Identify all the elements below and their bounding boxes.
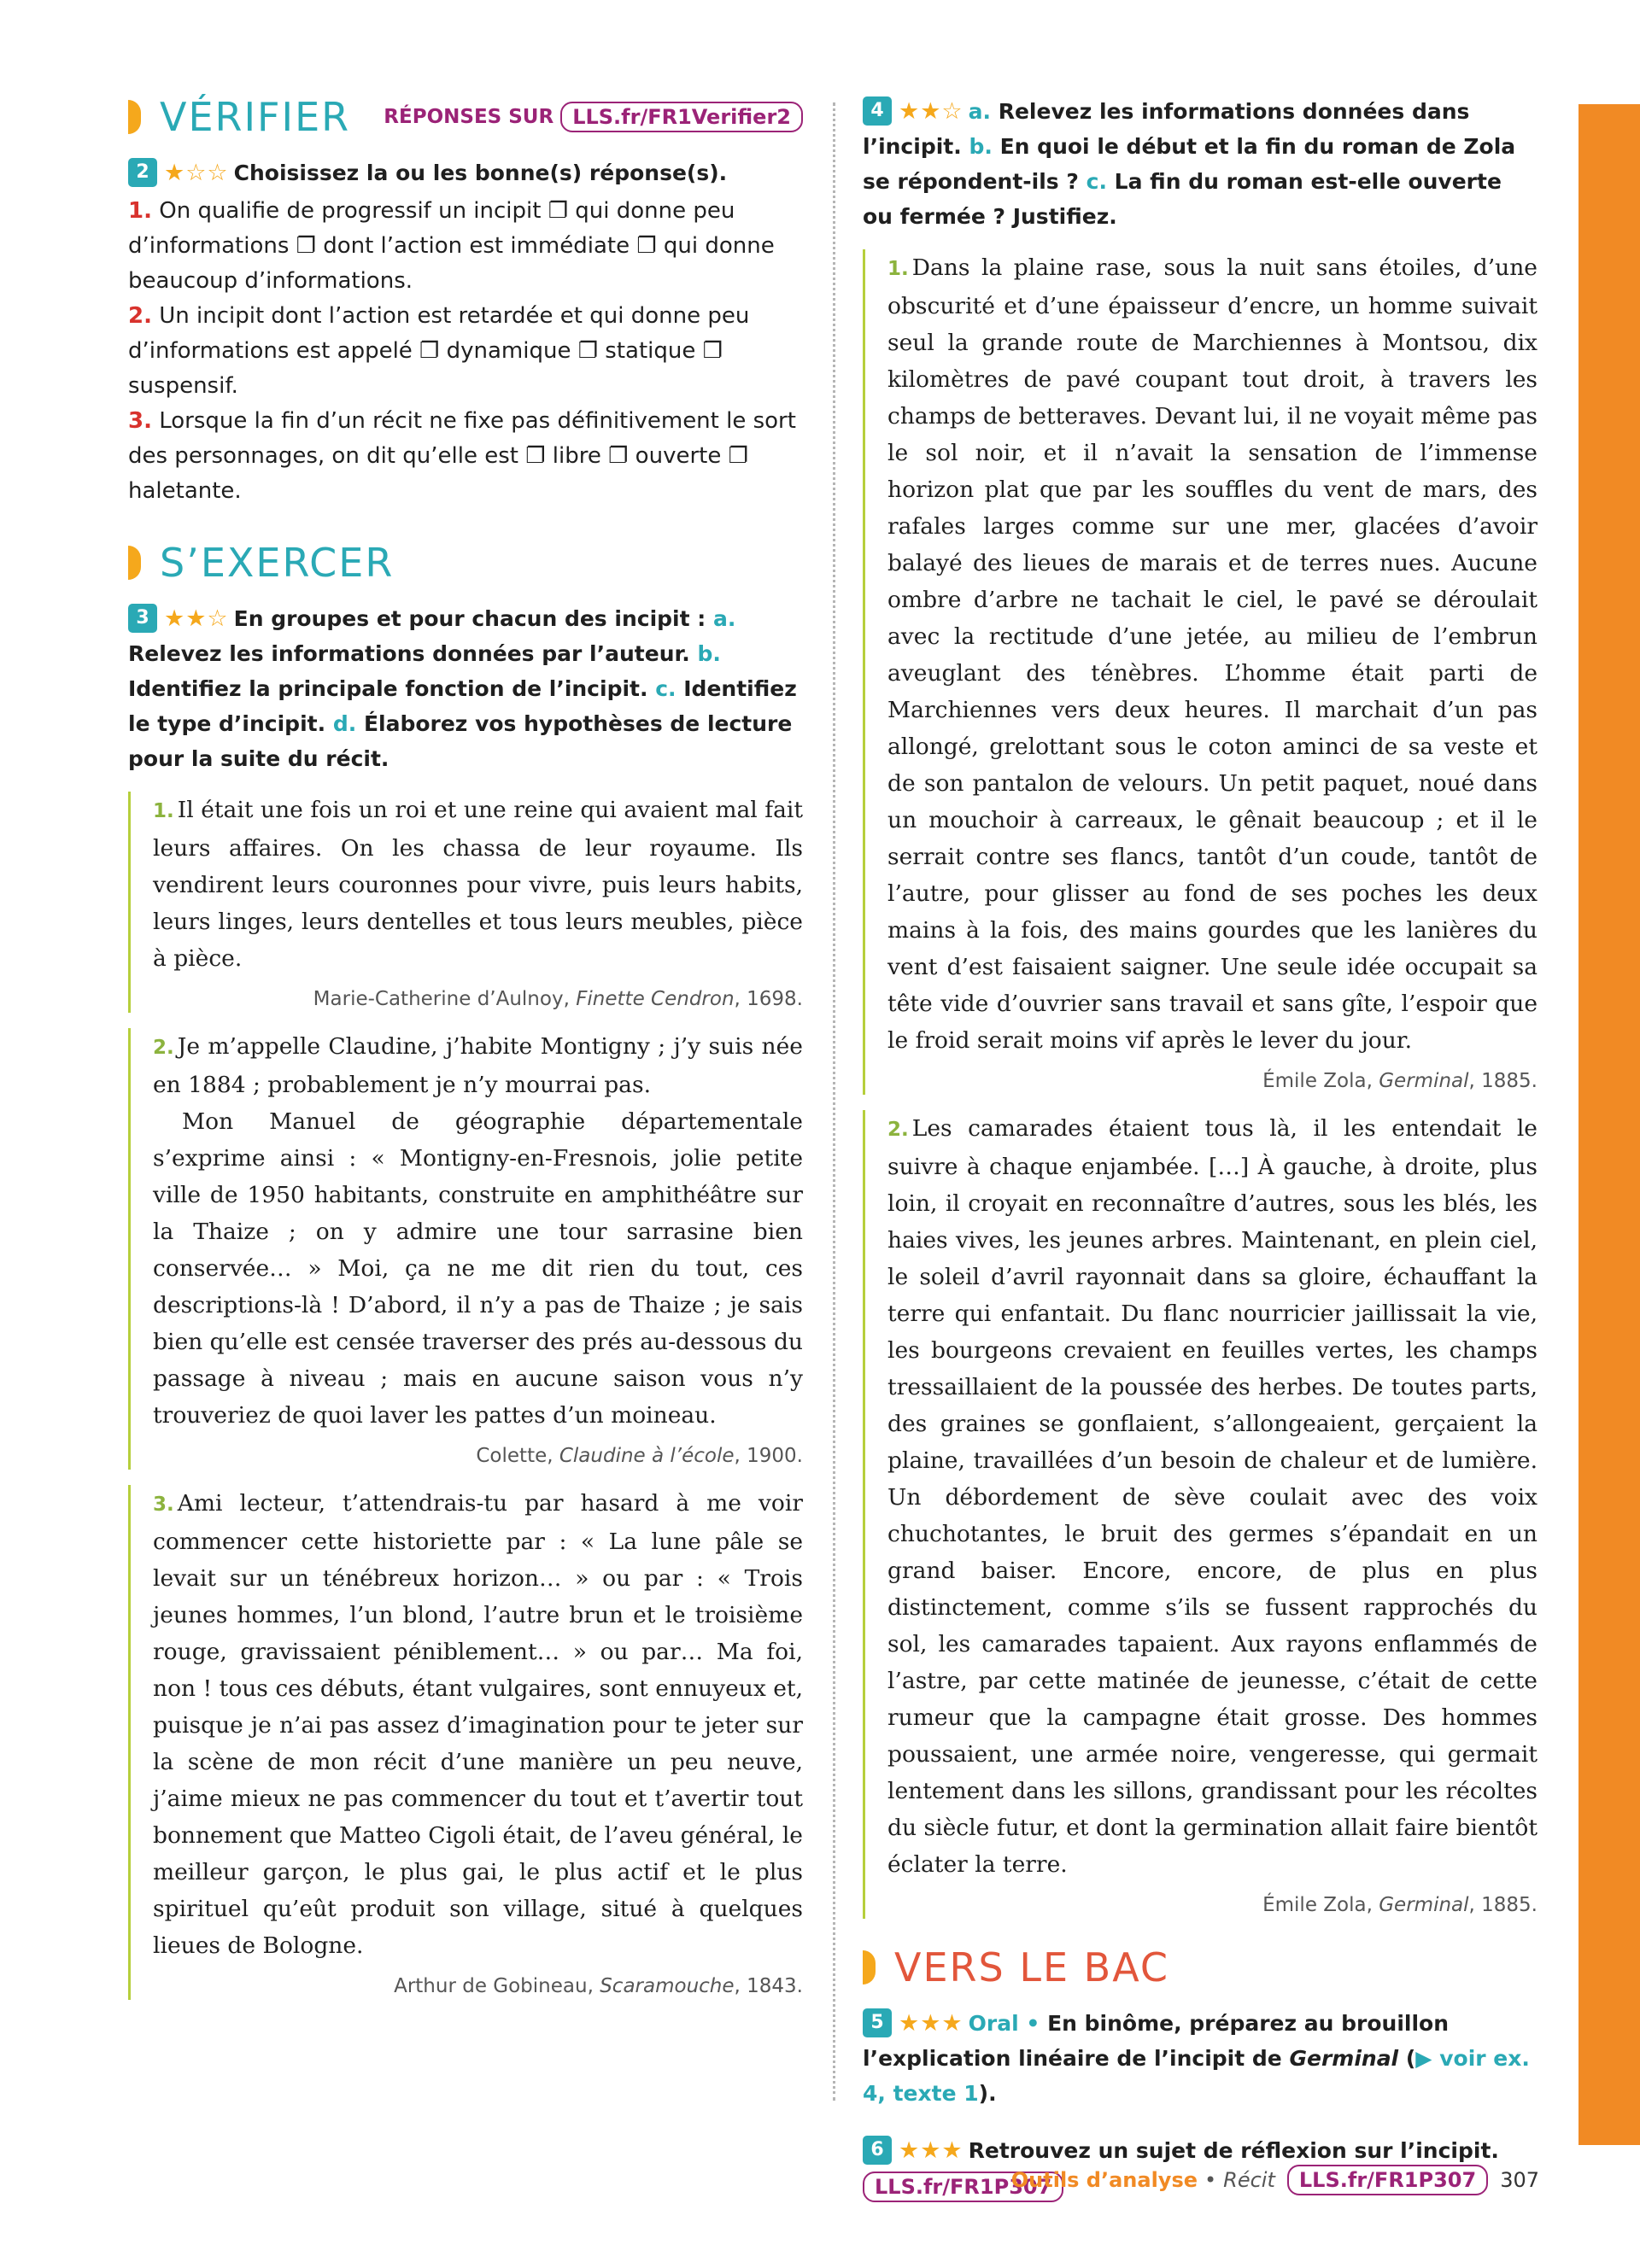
- item-text: En quoi le début et la fin du roman de Zola se répondent-ils ?: [863, 134, 1516, 194]
- answers-label: RÉPONSES SUR: [384, 106, 554, 128]
- extract-number: 3.: [153, 1493, 174, 1516]
- exercise-number-badge: 3: [128, 604, 157, 633]
- zola-extract-1: [863, 249, 1538, 1095]
- item-text: Identifiez la principale fonction de l’incipit.: [128, 676, 648, 701]
- extract-paragraph: Mon Manuel de géographie départementale s’exprime ainsi : « Montigny-en-Fresnois, jolie petite ville de 1950 habitants, construite en amphithéâtre sur la Thaize ; on y admire une tour sarrasine bien conservée… » Moi, ça ne me dit rien du tout, ces descriptions-là ! D’abord, il n’y a pas de Thaize ; je sais bien qu’elle est censée traverser des prés au-dessous du passage à niveau ; mais en aucune saison vous n’y trouveriez de quoi laver les pattes d’un moineau.: [153, 1108, 803, 1429]
- footer-outils: Outils d’analyse: [1010, 2168, 1198, 2192]
- question: [128, 194, 803, 299]
- extract-text: Ami lecteur, t’attendrais-tu par hasard à me voir commencer cette historiette par : « La lune pâle se levait sur un ténébreux horizon… » ou par : « Trois jeunes hommes, l’un blond, l’autre brun et le troisième rouge, gravissaient péniblement… » ou par… Ma foi, non ! tous ces débuts, étant vulgaires, sont ennuyeux et, puisque je n’ai pas assez d’imagination pour te jeter sur la scène de mon récit d’une manière un peu neuve, j’aime mieux ne pas commencer du tout et t’avertir tout bonnement que Matteo Cigoli était, de l’aveu général, le meilleur garçon, le plus gai, le plus actif et le plus spirituel qu’eût produit son village, situé à quelques lieues de Bologne.: [153, 1490, 803, 1959]
- source-author: Émile Zola,: [1262, 1894, 1373, 1916]
- exercise-5: [863, 2006, 1538, 2111]
- exercise-instruction: Choisissez la ou les bonne(s) réponse(s).: [233, 161, 728, 185]
- extract-3: [128, 1485, 803, 2000]
- item-label: c.: [655, 676, 676, 701]
- left-column: [128, 94, 803, 2000]
- footer-link[interactable]: LLS.fr/FR1P307: [1287, 2165, 1488, 2195]
- exercise-number-badge: 2: [128, 158, 157, 187]
- exercise-text: En binôme, préparez au brouillon l’explication linéaire de l’incipit de: [863, 2011, 1450, 2071]
- verifier-title: VÉRIFIER: [160, 94, 351, 140]
- question-text: On qualifie de progressif un incipit ❐ qui donne peu d’informations ❐ dont l’action est immédiate ❐ qui donne beaucoup d’informations.: [128, 198, 775, 294]
- extract-paragraph: [887, 249, 1538, 1059]
- right-column: [863, 94, 1538, 2202]
- item-label: a.: [968, 99, 991, 124]
- paren: ).: [978, 2081, 997, 2106]
- difficulty-stars-icon: ★★☆: [164, 605, 229, 632]
- bac-title: VERS LE BAC: [894, 1944, 1169, 1990]
- footer-recit: Récit: [1223, 2168, 1275, 2192]
- question: [128, 404, 803, 509]
- item-label: b.: [969, 134, 993, 159]
- exercise-4-heading: [863, 94, 1538, 234]
- question-number: 2.: [128, 303, 152, 329]
- extract-number: 1.: [887, 258, 909, 280]
- exercise-4: [863, 94, 1538, 1919]
- extract-source: [887, 1891, 1538, 1919]
- answers-link[interactable]: LLS.fr/FR1Verifier2: [560, 102, 803, 132]
- extract-paragraph: [153, 1028, 803, 1103]
- exercise-lead: En groupes et pour chacun des incipit :: [233, 606, 706, 631]
- exercise-5-heading: [863, 2006, 1538, 2111]
- item-label: a.: [712, 606, 736, 631]
- question-number: 3.: [128, 408, 152, 434]
- section-marker-icon: [863, 1950, 876, 1984]
- source-year: , 1885.: [1468, 1070, 1538, 1092]
- exercise-6-link[interactable]: LLS.fr/FR1P307: [863, 2172, 1063, 2202]
- difficulty-stars-icon: ★★★: [899, 2137, 964, 2164]
- exercise-number-badge: 5: [863, 2008, 892, 2037]
- item-label: c.: [1086, 169, 1107, 194]
- source-work: Finette Cendron: [576, 988, 735, 1010]
- item-label: b.: [697, 641, 721, 666]
- extract-2: [128, 1028, 803, 1470]
- exercise-text: Retrouvez un sujet de réflexion sur l’incipit.: [968, 2138, 1499, 2163]
- question: [128, 299, 803, 404]
- extract-1: [128, 792, 803, 1013]
- exercise-6-heading: [863, 2133, 1538, 2168]
- page-footer: [1011, 2165, 1539, 2195]
- footer-dot: •: [1204, 2168, 1217, 2192]
- difficulty-stars-icon: ★★☆: [899, 98, 964, 125]
- source-work: Germinal: [1379, 1894, 1469, 1916]
- column-divider: [833, 102, 835, 2101]
- extract-text: Je m’appelle Claudine, j’habite Montigny ; j’y suis née en 1884 ; probablement je n’y mourrai pas.: [153, 1033, 803, 1098]
- question-number: 1.: [128, 198, 152, 224]
- extract-source: [153, 1442, 803, 1470]
- bac-header: [863, 1944, 1538, 1990]
- exercise-3: [128, 601, 803, 2000]
- extract-paragraph: [887, 1110, 1538, 1883]
- exercise-number-badge: 4: [863, 96, 892, 126]
- section-marker-icon: [128, 546, 141, 580]
- item-label: d.: [332, 711, 357, 736]
- extract-paragraph: [153, 792, 803, 977]
- source-year: , 1698.: [734, 988, 803, 1010]
- extract-text: Les camarades étaient tous là, il les entendait le suivre à chaque enjambée. […] À gauche, à droite, plus loin, il croyait en reconnaître d’autres, sous les blés, les haies vives, les jeunes arbres. Maintenant, en plein ciel, le soleil d’avril rayonnait dans sa gloire, échauffant la terre qui enfantait. Du flanc nourricier jaillissait la vie, les bourgeons crevaient en feuilles vertes, les champs tressaillaient de la poussée des herbes. De toutes parts, des graines se gonflaient, s’allongeaient, gerçaient la plaine, travaillées d’un besoin de chaleur et de lumière. Un débordement de sève coulait avec des voix chuchotantes, le bruit des germes s’épandait en un grand baiser. Encore, encore, de plus en plus distinctement, comme s’ils se fussent rapprochés du sol, les camarades tapaient. Aux rayons enflammés de l’astre, par cette matinée de jeunesse, c’était de cette rumeur que la campagne était grosse. Des hommes poussaient, une armée noire, vengeresse, qui germait lentement dans les sillons, grandissant pour les récoltes du siècle futur, et dont la germination allait faire bientôt éclater la terre.: [887, 1115, 1538, 1878]
- exercise-number-badge: 6: [863, 2136, 892, 2165]
- exercer-title: S’EXERCER: [160, 540, 395, 586]
- source-year: , 1900.: [734, 1445, 803, 1467]
- source-year: , 1885.: [1468, 1894, 1538, 1916]
- source-author: Marie-Catherine d’Aulnoy,: [313, 988, 570, 1010]
- question-text: Lorsque la fin d’un récit ne fixe pas définitivement le sort des personnages, on dit qu’elle est ❐ libre ❐ ouverte ❐ haletante.: [128, 408, 796, 504]
- exercise-2: [128, 155, 803, 509]
- source-year: , 1843.: [734, 1975, 803, 1997]
- source-author: Émile Zola,: [1262, 1070, 1373, 1092]
- work-title: Germinal: [1289, 2046, 1399, 2071]
- extract-source: [153, 1973, 803, 2000]
- extract-number: 2.: [153, 1037, 174, 1059]
- extract-source: [887, 1067, 1538, 1095]
- difficulty-stars-icon: ★★★: [899, 2010, 964, 2037]
- extract-text: Il était une fois un roi et une reine qui avaient mal fait leurs affaires. On les chassa de leur royaume. Ils vendirent leurs couronnes pour vivre, puis leurs habits, leurs linges, leurs dentelles et tous leurs meubles, pièce à pièce.: [153, 797, 803, 972]
- question-text: Un incipit dont l’action est retardée et qui donne peu d’informations est appelé ❐ dynamique ❐ statique ❐ suspensif.: [128, 303, 750, 399]
- zola-extract-2: [863, 1110, 1538, 1919]
- page-number: 307: [1500, 2168, 1539, 2192]
- exercer-header: [128, 540, 803, 586]
- exercise-2-heading: [128, 155, 803, 190]
- extract-text: Dans la plaine rase, sous la nuit sans étoiles, d’une obscurité et d’une épaisseur d’encre, un homme suivait seul la grande route de Marchiennes à Montsou, dix kilomètres de pavé coupant tout droit, à travers les champs de betteraves. Devant lui, il ne voyait même pas le sol noir, et il n’avait la sensation de l’immense horizon plat que par les souffles du vent de mars, des rafales larges comme sur une mer, glacées d’avoir balayé des lieues de marais et de terres nues. Aucune ombre d’arbre ne tachait le ciel, le pavé se déroulait avec la rectitude d’une jetée, au milieu de l’embrun aveuglant des ténèbres. L’homme était parti de Marchiennes vers deux heures. Il marchait d’un pas allongé, grelottant sous le coton aminci de sa veste et de son pantalon de velours. Un petit paquet, noué dans un mouchoir à carreaux, le gênait beaucoup ; et il le serrait contre ses flancs, tantôt d’un coude, tantôt de l’autre, pour glisser au fond de ses poches les deux mains à la fois, des mains gourdes que les lanières du vent d’est faisaient saigner. Une seule idée occupait sa tête vide d’ouvrier sans travail et sans gîte, l’espoir que le froid serait moins vif après le lever du jour.: [887, 254, 1538, 1054]
- item-text: Relevez les informations données dans l’incipit.: [863, 99, 1470, 159]
- source-work: Claudine à l’école: [559, 1445, 735, 1467]
- orange-side-tab: [1578, 104, 1640, 2145]
- oral-label: Oral •: [968, 2011, 1040, 2036]
- source-author: Arthur de Gobineau,: [394, 1975, 594, 1997]
- extract-number: 1.: [153, 800, 174, 822]
- source-work: Germinal: [1379, 1070, 1469, 1092]
- extract-source: [153, 985, 803, 1013]
- verifier-header: [128, 94, 803, 140]
- extract-paragraph: [153, 1485, 803, 1964]
- cross-reference-link[interactable]: ▶ voir ex. 4, texte 1: [863, 2046, 1530, 2106]
- item-text: Élaborez vos hypothèses de lecture pour la suite du récit.: [128, 711, 793, 771]
- answers-label-group: [384, 102, 803, 132]
- source-author: Colette,: [476, 1445, 554, 1467]
- source-work: Scaramouche: [600, 1975, 735, 1997]
- difficulty-stars-icon: ★☆☆: [164, 160, 229, 186]
- extract-number: 2.: [887, 1119, 909, 1141]
- section-marker-icon: [128, 100, 141, 134]
- exercise-3-heading: [128, 601, 803, 776]
- item-text: Identifiez le type d’incipit.: [128, 676, 797, 736]
- item-text: La fin du roman est-elle ouverte ou fermée ? Justifiez.: [863, 169, 1502, 229]
- item-text: Relevez les informations données par l’auteur.: [128, 641, 690, 666]
- paren: (: [1405, 2046, 1416, 2071]
